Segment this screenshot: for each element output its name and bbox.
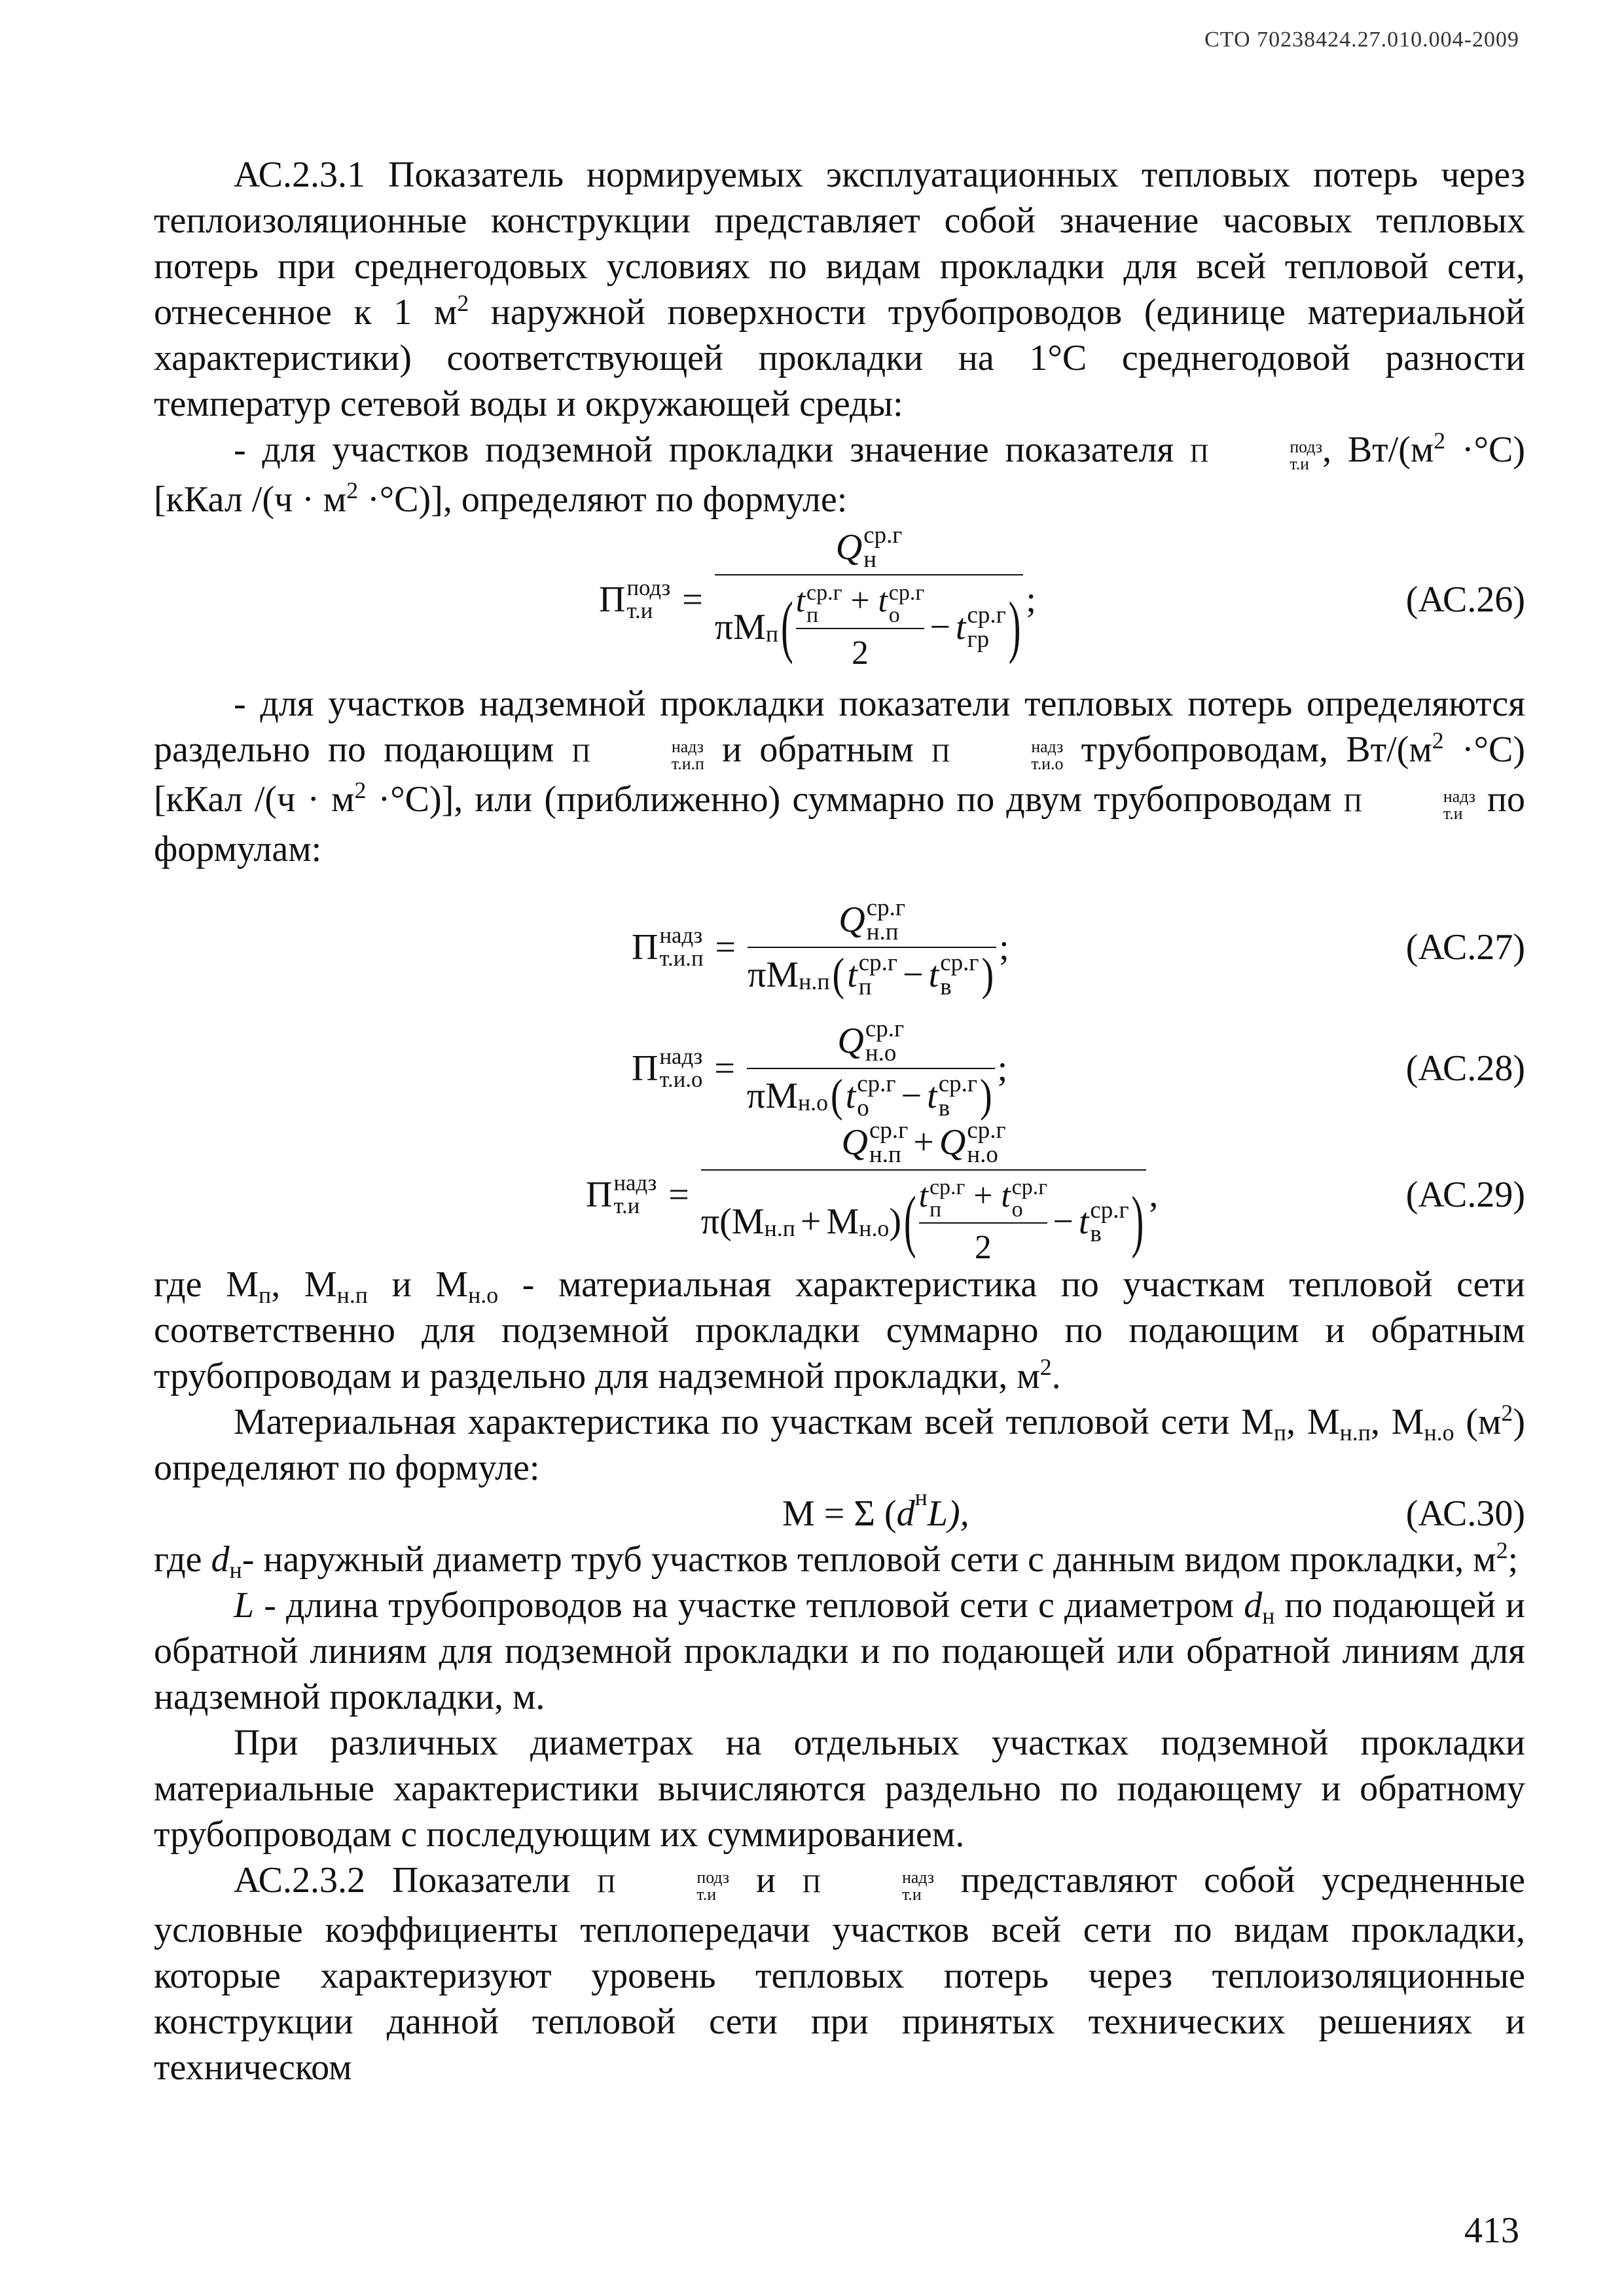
paragraph-ac-2-3-2: АС.2.3.2 Показатели П подз т.и и П надз т.и представляют собой усредненные условные коэффициенты теплопередачи участков всей сети по видам прокладки, которые характеризуют уровень тепловых потерь через теплоизоляционные конструкции данной тепловой сети при принятых технических решениях и техническом xyxy=(154,1860,1526,2088)
page-number: 413 xyxy=(1464,2210,1519,2251)
paragraph-material-characteristic: Материальная характеристика по участкам всей тепловой сети $М_п$, $М_{н.п}$, $М_{н.о}$ $(м^2)$ определяют по формуле: xyxy=(154,1400,1525,1488)
equation-number: (АС.30) xyxy=(1405,1493,1525,1534)
formula-ac-27: П надз т.и.п = Q ср.г н.п π М $_{н.п}$ ( t ср.г п − t ср.г в ) ; (АС.27) xyxy=(632,894,1525,1000)
equation-number: (АС.27) xyxy=(1405,927,1525,968)
equation-number: (АС.29) xyxy=(1405,1174,1525,1215)
equation-number: (АС.28) xyxy=(1405,1048,1525,1089)
formula-ac-28: П надз т.и.о = Q ср.г н.о π М $_{н.о}$ ( t ср.г о − t ср.г в ) ; (АС.28) xyxy=(632,1015,1525,1121)
page-body xyxy=(154,152,1525,2090)
document-code: СТО 70238424.27.010.004-2009 xyxy=(1204,27,1519,52)
paragraph-aboveground: - для участков надземной прокладки показатели тепловых потерь определяются раздельно по подающим П надз т.и.п и обратным П надз т.и.о трубопроводам, $Вт/(м^2 \cdot^\circ С)$ [кКал $/(ч \cdot м^2 \cdot^\circ С)$], или (приближенно) суммарно по двум трубопроводам П надз т.и по формулам: xyxy=(154,683,1526,869)
paragraph-where-m: где $М_п$, $М_{н.п}$ и $М_{н.о}$ - материальная характеристика по участкам тепловой сети соответственно для подземной прокладки суммарно по подающим и обратным трубопроводам и раздельно для надземной прокладки, $м^2$. xyxy=(154,1264,1525,1396)
formula-ac-30: M = Σ ( d $_н$ L), (АС.30) xyxy=(154,1491,1525,1537)
paragraph-diameters: При различных диаметрах на отдельных участках подземной прокладки материальные характеристики вычисляются раздельно по подающему и обратному трубопроводам с последующим их суммированием. xyxy=(154,1722,1525,1855)
formula-ac-29: П надз т.и = Q ср.г н.п + Q ср.г н.о π( М $_{н.п}$ + М $_{н.о}$ ) ( t ср.г п + t ср.г о 2 − t ср.г в ) , (АС.29) xyxy=(586,1116,1525,1267)
paragraph-underground: - для участков подземной прокладки значение показателя П подз т.и , $Вт/(м^2 \cdot^\circ С)$ [кКал $/(ч \cdot м^2 \cdot^\circ С)$], определяют по формуле: xyxy=(154,428,1525,520)
symbol-p-ti-podz: П подз т.и xyxy=(1190,437,1323,473)
equation-number: (АС.26) xyxy=(1405,579,1525,620)
paragraph-length: L - длина трубопроводов на участке тепловой сети с диаметром $d_н$ по подающей и обратной линиям для подземной прокладки и по подающей или обратной линиям для надземной прокладки, м. xyxy=(154,1585,1526,1717)
paragraph-ac-2-3-1: АС.2.3.1 Показатель нормируемых эксплуатационных тепловых потерь через теплоизоляционные конструкции представляет собой значение часовых тепловых потерь при среднегодовых условиях по видам прокладки для всей тепловой сети, отнесенное к 1 $м^2$ наружной поверхности трубопроводов (единице материальной характеристики) соответствующей прокладки на 1°С среднегодовой разности температур сетевой воды и окружающей среды: xyxy=(154,155,1525,424)
formula-ac-26: П подз т.и = Q ср.г н π М $_п$ ( t ср.г п + t ср.г о 2 − t ср.г гр ) ; (АС.26) xyxy=(599,521,1525,672)
paragraph-where-d: где $d_н-$ наружный диаметр труб участков тепловой сети с данным видом прокладки, $м^2$; xyxy=(154,1537,1519,1584)
